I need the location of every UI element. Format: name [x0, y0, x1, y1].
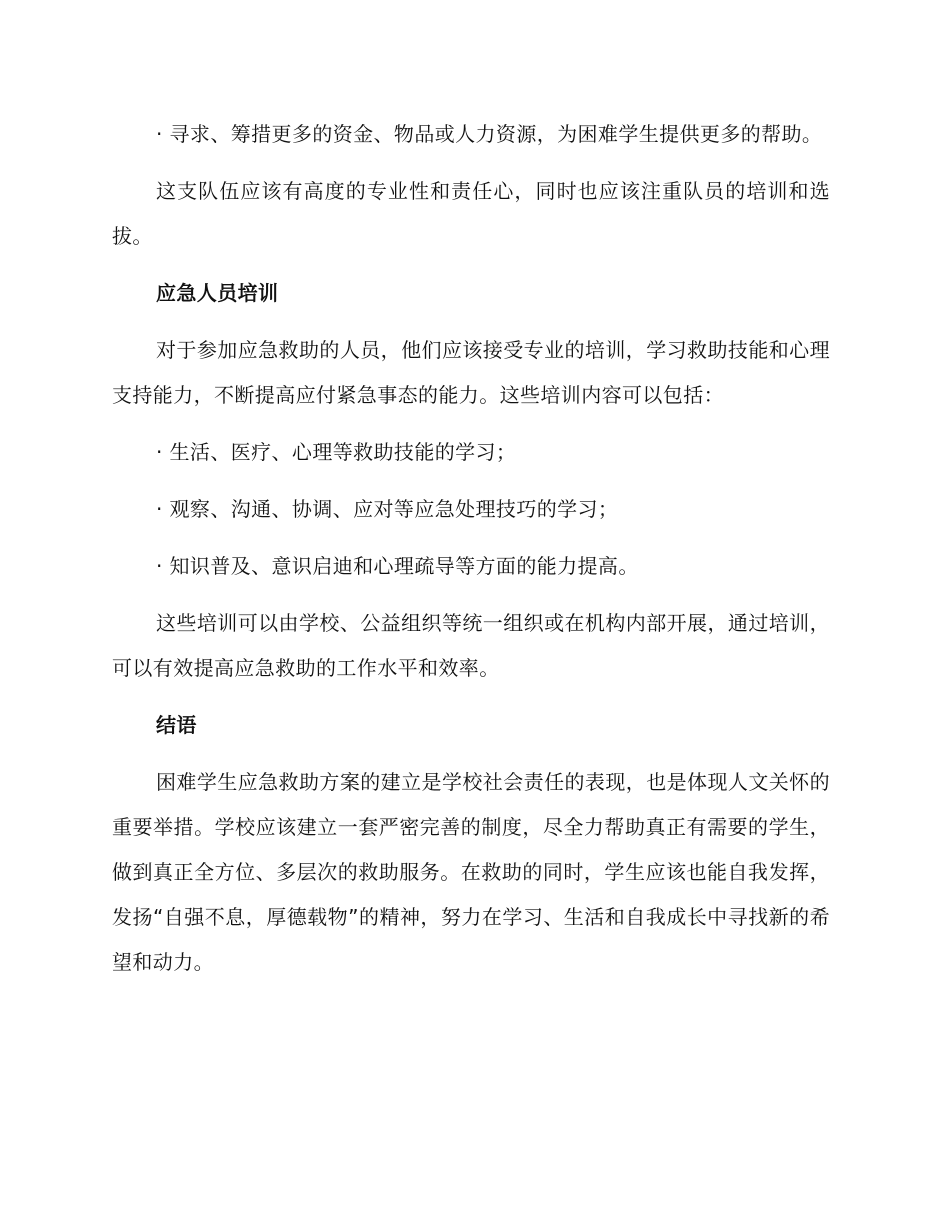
- paragraph-team-quality: 这支队伍应该有高度的专业性和责任心，同时也应该注重队员的培训和选拔。: [112, 179, 830, 248]
- paragraph-training-intro: 对于参加应急救助的人员，他们应该接受专业的培训，学习救助技能和心理支持能力，不断提高应付紧急事态的能力。这些培训内容可以包括：: [112, 338, 830, 407]
- bullet-fund-raising: · 寻求、筹措更多的资金、物品或人力资源，为困难学生提供更多的帮助。: [156, 122, 823, 146]
- section-heading-conclusion: 结语: [156, 713, 197, 737]
- paragraph-conclusion: 困难学生应急救助方案的建立是学校社会责任的表现，也是体现人文关怀的重要举措。学校应该建立一套严密完善的制度，尽全力帮助真正有需要的学生，做到真正全方位、多层次的救助服务。在救助的同时，学生应该也能自我发挥，发扬“自强不息，厚德载物”的精神，努力在学习、生活和自我成长中寻找新的希望和动力。: [112, 770, 830, 974]
- bullet-skills-learning: · 生活、医疗、心理等救助技能的学习；: [156, 440, 517, 464]
- section-heading-training: 应急人员培训: [156, 281, 279, 305]
- paragraph-training-organization: 这些培训可以由学校、公益组织等统一组织或在机构内部开展，通过培训，可以有效提高应急救助的工作水平和效率。: [112, 611, 830, 680]
- bullet-handling-techniques: · 观察、沟通、协调、应对等应急处理技巧的学习；: [156, 497, 619, 521]
- document-body: [112, 112, 830, 997]
- bullet-ability-improvement: · 知识普及、意识启迪和心理疏导等方面的能力提高。: [156, 554, 639, 578]
